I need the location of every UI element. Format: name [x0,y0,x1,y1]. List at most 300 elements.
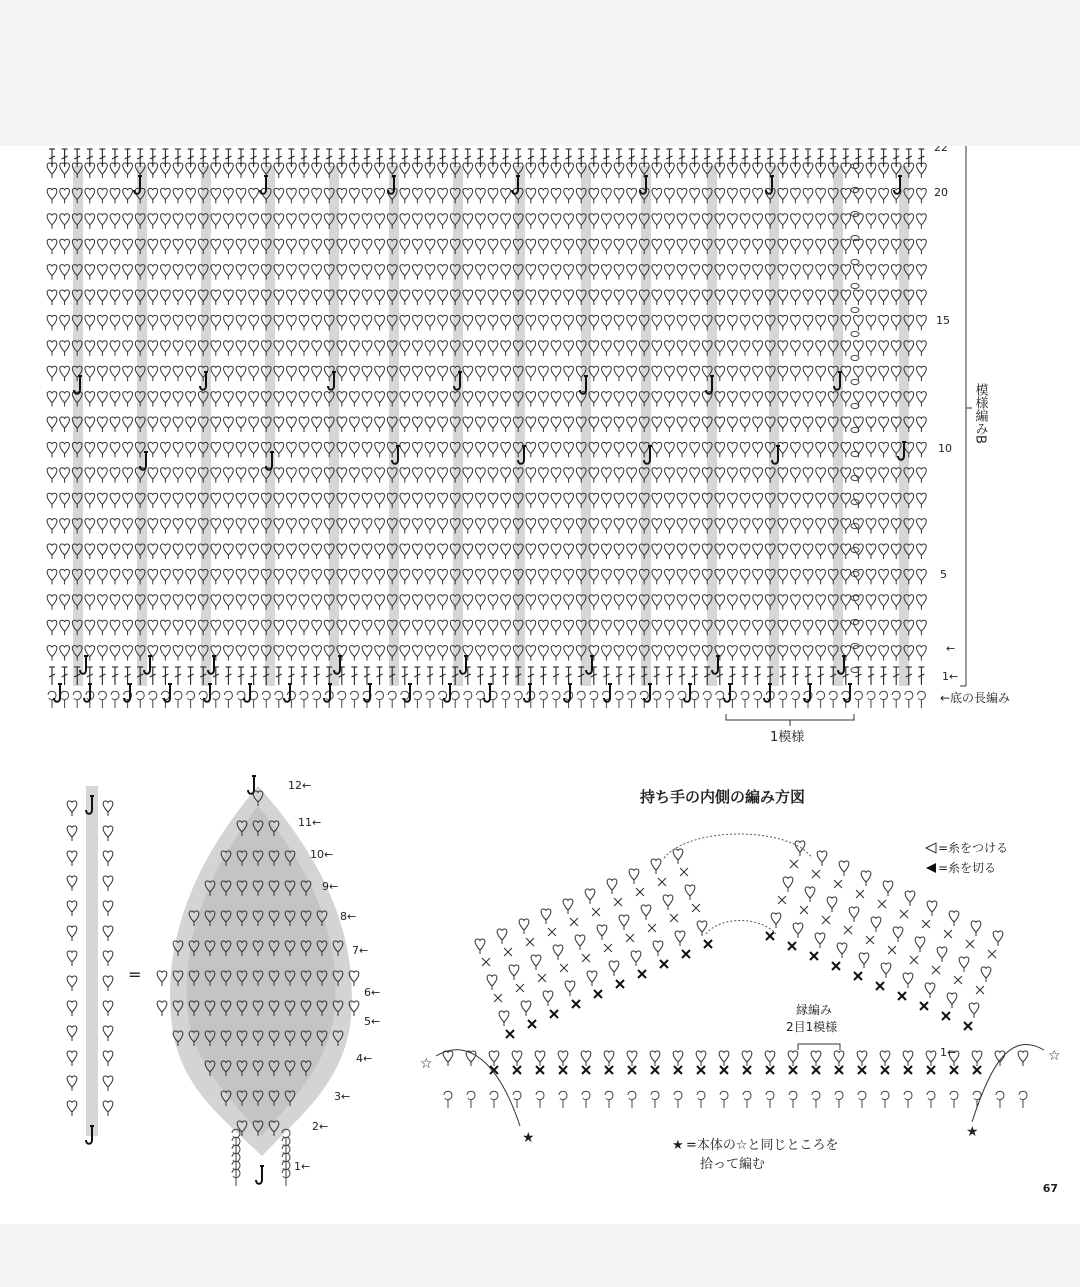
puff-stitch [753,544,763,559]
puff-stitch [249,493,259,508]
star-filled-right: ★ [966,1124,979,1140]
puff-stitch [186,341,196,356]
puff-stitch [123,214,133,229]
leaf-row-3: 3← [334,1090,351,1103]
puff-stitch [690,265,700,280]
puff-stitch [173,341,183,356]
puff-stitch [564,239,574,254]
puff-stitch [627,214,637,229]
puff-stitch [665,417,675,432]
attach-yarn-icon [926,843,936,853]
leaf-row-1: 1← [294,1160,311,1173]
puff-stitch [299,417,309,432]
dc-stitch [566,667,572,685]
puff-stitch [85,290,95,305]
puff-stitch [249,239,259,254]
puff-stitch [186,214,196,229]
top-dc-stitch [742,149,748,167]
puff-stitch [614,468,624,483]
handle-loop-row [766,1091,774,1108]
puff-stitch [488,392,498,407]
puff-stitch [186,290,196,305]
puff-stitch [362,519,372,534]
puff-stitch [539,646,549,661]
puff-stitch [917,290,927,305]
puff-stitch [526,341,536,356]
bottom-loop [439,691,447,708]
puff-stitch [362,265,372,280]
handle-stitch [915,937,925,952]
puff-stitch [173,493,183,508]
puff-stitch [362,569,372,584]
handle-sc-bold [651,1066,659,1074]
puff-stitch [791,493,801,508]
handle-puff-row [443,1051,453,1066]
puff-stitch [60,493,70,508]
top-dc-stitch [175,149,181,167]
puff-stitch [249,442,259,457]
puff-stitch [677,493,687,508]
strip-puff-left [67,1026,77,1041]
puff-stitch [753,239,763,254]
puff-stitch [564,595,574,610]
puff-stitch [299,188,309,203]
puff-stitch [879,214,889,229]
puff-stitch [476,265,486,280]
puff-stitch [274,214,284,229]
puff-stitch [425,315,435,330]
top-dc-stitch [755,149,761,167]
puff-stitch [224,493,234,508]
puff-stitch [362,442,372,457]
handle-loop-row [582,1091,590,1108]
puff-stitch [816,315,826,330]
top-dc-stitch [603,149,609,167]
puff-stitch [627,569,637,584]
top-dc-stitch [578,149,584,167]
bottom-loop [451,691,459,708]
puff-stitch [677,265,687,280]
puff-stitch [476,214,486,229]
puff-stitch [791,341,801,356]
puff-stitch [728,392,738,407]
star-note-icon: ★ [672,1138,684,1153]
puff-stitch [753,265,763,280]
puff-stitch [816,468,826,483]
puff-stitch [866,239,876,254]
puff-stitch [85,468,95,483]
strip-puff-right [103,976,113,991]
puff-stitch [236,519,246,534]
puff-stitch [627,468,637,483]
puff-stitch [400,214,410,229]
handle-stitch [910,956,918,964]
puff-stitch [60,341,70,356]
puff-stitch [539,366,549,381]
puff-stitch [803,519,813,534]
puff-stitch [161,519,171,534]
handle-loop-row [904,1091,912,1108]
handle-stitch [944,930,952,938]
puff-stitch [526,442,536,457]
puff-stitch [526,290,536,305]
puff-stitch [173,468,183,483]
puff-stitch [211,646,221,661]
puff-stitch [614,493,624,508]
handle-loop-row [743,1091,751,1108]
puff-stitch [488,239,498,254]
puff-stitch [173,569,183,584]
puff-stitch [652,265,662,280]
puff-stitch [866,417,876,432]
dc-stitch [351,667,357,685]
bottom-loop [111,691,119,708]
puff-stitch [161,315,171,330]
puff-stitch [866,595,876,610]
puff-stitch [476,620,486,635]
puff-stitch [123,315,133,330]
puff-stitch [274,519,284,534]
top-dc-stitch [843,149,849,167]
bottom-loop [502,691,510,708]
gray-band [453,166,463,686]
puff-stitch [425,290,435,305]
leaf-puff [157,1001,167,1016]
puff-stitch [350,620,360,635]
puff-stitch [564,468,574,483]
puff-stitch [123,569,133,584]
puff-stitch [501,366,511,381]
dc-stitch [893,667,899,685]
top-dc-stitch [326,149,332,167]
strip-puff-left [67,901,77,916]
puff-stitch [375,188,385,203]
puff-stitch [375,620,385,635]
puff-stitch [677,442,687,457]
puff-stitch [438,442,448,457]
top-dc-stitch [150,149,156,167]
leaf-row-11: 11← [298,816,322,829]
handle-puff-row [673,1051,683,1066]
puff-stitch [879,569,889,584]
top-dc-stitch [490,149,496,167]
bottom-loop [287,691,295,708]
puff-stitch [98,544,108,559]
puff-stitch [350,239,360,254]
puff-stitch [879,468,889,483]
puff-stitch [123,341,133,356]
handle-sc-bold [973,1066,981,1074]
puff-stitch [627,265,637,280]
dc-stitch [377,667,383,685]
chain-stitch [851,163,859,168]
handle-stitch [563,899,573,914]
leaf-hook-top [248,776,256,794]
puff-stitch [602,569,612,584]
puff-stitch [110,214,120,229]
puff-stitch [211,265,221,280]
puff-stitch [551,188,561,203]
puff-stitch [299,595,309,610]
puff-stitch [85,442,95,457]
puff-stitch [161,442,171,457]
handle-stitch [692,904,700,912]
puff-stitch [879,341,889,356]
puff-stitch [665,315,675,330]
puff-stitch [539,595,549,610]
dc-stitch [918,667,924,685]
puff-stitch [866,188,876,203]
puff-stitch [312,519,322,534]
puff-stitch [350,341,360,356]
puff-stitch [803,366,813,381]
puff-stitch [866,569,876,584]
bottom-loop [590,691,598,708]
puff-stitch [778,290,788,305]
puff-stitch [249,519,259,534]
puff-stitch [690,569,700,584]
bottom-loop [779,691,787,708]
handle-stitch [614,898,622,906]
bottom-loop [98,691,106,708]
dc-stitch [616,667,622,685]
puff-stitch [501,188,511,203]
puff-stitch [350,188,360,203]
top-dc-stitch [515,149,521,167]
puff-stitch [526,214,536,229]
handle-sc-bold [550,1010,558,1018]
puff-stitch [803,214,813,229]
top-dc-stitch [188,149,194,167]
puff-stitch [47,620,57,635]
puff-stitch [110,646,120,661]
puff-stitch [110,442,120,457]
puff-stitch [110,265,120,280]
puff-stitch [438,646,448,661]
legend-attach: =糸をつける [938,841,1009,855]
puff-stitch [677,214,687,229]
puff-stitch [350,595,360,610]
puff-stitch [690,468,700,483]
puff-stitch [602,214,612,229]
puff-stitch [98,493,108,508]
puff-stitch [123,366,133,381]
puff-stitch [677,290,687,305]
puff-stitch [526,595,536,610]
puff-stitch [526,265,536,280]
handle-stitch [893,927,903,942]
puff-stitch [778,468,788,483]
puff-stitch [564,341,574,356]
puff-stitch [173,188,183,203]
star-note-line2: 拾って編む [700,1157,766,1172]
handle-loop-row [467,1091,475,1108]
puff-stitch [211,392,221,407]
puff-stitch [438,569,448,584]
handle-sc-bold [812,1066,820,1074]
puff-stitch [778,392,788,407]
handle-stitch [575,935,585,950]
puff-stitch [917,646,927,661]
puff-stitch [85,417,95,432]
puff-stitch [778,569,788,584]
puff-stitch [186,188,196,203]
puff-stitch [728,595,738,610]
puff-stitch [728,315,738,330]
top-dc-stitch [918,149,924,167]
puff-stitch [85,595,95,610]
puff-stitch [866,341,876,356]
puff-stitch [778,341,788,356]
handle-sc-bold [697,1066,705,1074]
handle-loop-row [927,1091,935,1108]
puff-stitch [740,366,750,381]
puff-stitch [211,214,221,229]
puff-stitch [879,239,889,254]
puff-stitch [375,519,385,534]
puff-stitch [816,544,826,559]
puff-stitch [917,265,927,280]
puff-stitch [614,569,624,584]
puff-stitch [665,214,675,229]
puff-stitch [463,442,473,457]
chain-stitch [851,355,859,360]
puff-stitch [312,620,322,635]
puff-stitch [627,392,637,407]
puff-stitch [438,366,448,381]
handle-sc-bold [594,990,602,998]
leaf-row-12: 12← [288,779,312,792]
puff-stitch [47,468,57,483]
puff-stitch [803,239,813,254]
strip-puff-left [67,826,77,841]
handle-stitch [487,975,497,990]
puff-stitch [816,392,826,407]
handle-stitch [565,981,575,996]
puff-stitch [413,493,423,508]
puff-stitch [47,569,57,584]
puff-stitch [803,290,813,305]
puff-stitch [652,595,662,610]
puff-stitch [312,392,322,407]
handle-sc-bold [835,1066,843,1074]
puff-stitch [740,214,750,229]
puff-stitch [539,341,549,356]
dc-stitch [629,667,635,685]
dc-stitch [225,667,231,685]
top-dc-stitch [881,149,887,167]
dc-stitch [818,667,824,685]
puff-stitch [98,417,108,432]
puff-stitch [866,366,876,381]
handle-stitch [937,947,947,962]
puff-stitch [728,493,738,508]
top-dc-stitch [99,149,105,167]
bottom-loop [539,691,547,708]
handle-puff-row [765,1051,775,1066]
puff-stitch [677,341,687,356]
strip-puff-right [103,1051,113,1066]
puff-stitch [350,214,360,229]
bottom-loop [174,691,182,708]
puff-stitch [791,214,801,229]
puff-stitch [148,341,158,356]
puff-stitch [425,366,435,381]
puff-stitch [690,544,700,559]
puff-stitch [803,392,813,407]
puff-stitch [791,646,801,661]
puff-stitch [287,366,297,381]
puff-stitch [85,544,95,559]
puff-stitch [425,620,435,635]
puff-stitch [123,417,133,432]
puff-stitch [677,595,687,610]
puff-stitch [211,493,221,508]
puff-stitch [161,544,171,559]
handle-stitch [570,918,578,926]
puff-stitch [110,519,120,534]
puff-stitch [740,315,750,330]
puff-stitch [400,569,410,584]
handle-puff-row [627,1051,637,1066]
puff-stitch [287,595,297,610]
puff-stitch [47,239,57,254]
strip-puff-right [103,1026,113,1041]
puff-stitch [413,341,423,356]
dc-stitch [251,667,257,685]
puff-stitch [123,646,133,661]
puff-stitch [274,442,284,457]
bottom-loop [854,691,862,708]
handle-stitch [827,897,837,912]
puff-stitch [287,290,297,305]
puff-stitch [173,544,183,559]
puff-stitch [501,569,511,584]
puff-stitch [299,468,309,483]
puff-stitch [690,188,700,203]
dc-stitch [112,667,118,685]
puff-stitch [47,341,57,356]
puff-stitch [677,366,687,381]
handle-arch-top [664,834,812,858]
chain-stitch [851,283,859,288]
handle-sc-bold [582,1066,590,1074]
handle-arch-inner [706,921,776,935]
puff-stitch [400,544,410,559]
puff-stitch [274,315,284,330]
puff-stitch [413,265,423,280]
puff-stitch [211,315,221,330]
puff-stitch [161,290,171,305]
handle-stitch [641,905,651,920]
puff-stitch [60,519,70,534]
puff-stitch [148,519,158,534]
puff-stitch [161,188,171,203]
handle-stitch [648,924,656,932]
puff-stitch [614,646,624,661]
handle-puff-row [834,1051,844,1066]
dc-stitch [414,667,420,685]
puff-stitch [211,595,221,610]
handle-stitch [494,994,502,1002]
puff-stitch [110,417,120,432]
puff-stitch [47,290,57,305]
puff-stitch [224,468,234,483]
puff-stitch [211,519,221,534]
puff-stitch [803,315,813,330]
puff-stitch [753,620,763,635]
puff-stitch [438,290,448,305]
